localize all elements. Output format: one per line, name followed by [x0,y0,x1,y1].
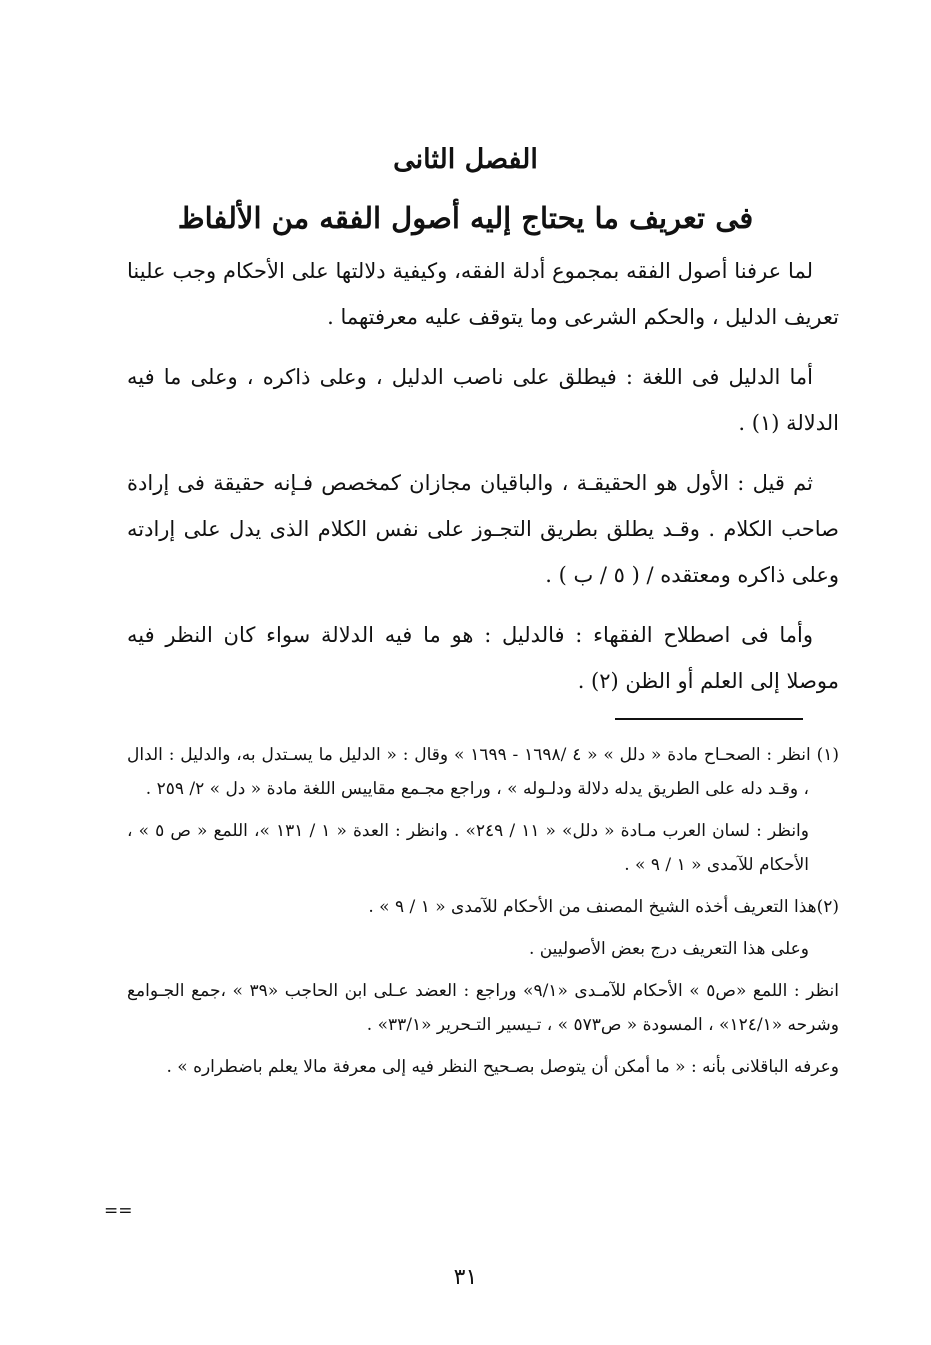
paragraph-intro: لما عرفنا أصول الفقه بمجموع أدلة الفقه، وكيفية دلالتها على الأحكام وجب علينا تعريف الدليل ، والحكم الشرعى وما يتوقف عليه معرفتهما . [127,259,839,329]
page-number: ٣١ [453,1265,478,1290]
footnote-2-baqillani: وعرفه الباقلانى بأنه : « ما أمكن أن يتوصل بصـحيح النظر فيه إلى معرفة مالا يعلم باضطراره » . [166,1057,839,1077]
paragraph-linguistic-definition: أما الدليل فى اللغة : فيطلق على ناصب الدليل ، وعلى ذاكره ، وعلى ما فيه الدلالة (١) . [127,365,839,435]
footnote-1: (١) انظر : الصحـاح مادة « دلل » « ٤ /١٦٩٨ - ١٦٩٩ » وقال : « الدليل ما يسـتدل به، والدليل : الدال ، وقـد دله على الطريق يدله دلالة ودلـوله » ، وراجع مجـمع مقاييس اللغة مادة « دل » ٢/ ٢٥٩ . [127,745,839,799]
footnote-2: (٢)هذا التعريف أخذه الشيخ المصنف من الأحكام للآمدى « ١ / ٩ » . [368,897,839,917]
footnote-2-references: انظر : اللمع «ص٥ » الأحكام للآمـدى «٩/١» وراجع : العضد عـلى ابن الحاجب «٣٩ » ،جمع الجـوامع وشرحه «١٢٤/١» ، المسودة « ص٥٧٣ » ، تـيسير التـحرير «٣٣/١» . [127,981,840,1035]
footnote-divider [615,718,803,720]
footnote-2-continued: وعلى هذا التعريف درج بعض الأصوليين . [528,939,809,959]
paragraph-literal-figurative: ثم قيل : الأول هو الحقيقـة ، والباقيان مجازان كمخصص فـإنه حقيقة فى إرادة صاحب الكلام . وقـد يطلق بطريق التجـوز على نفس الكلام الذى يدل على إرادته وعلى ذاكره ومعتقده / ( ٥ / ب ) . [127,471,839,587]
continuation-mark: == [104,1201,133,1221]
paragraph-technical-definition: وأما فى اصطلاح الفقهاء : فالدليل : هو ما فيه الدلالة سواء كان النظر فيه موصلا إلى العلم أو الظن (٢) . [127,623,839,693]
chapter-title: فى تعريف ما يحتاج إليه أصول الفقه من الألفاظ [177,201,754,235]
footnotes [127,738,839,1092]
footnote-1-continued: وانظر : لسان العرب مـادة « دلل» « ١١ / ٢٤٩» . وانظر : العدة « ١ / ١٣١ »، اللمع « ص ٥ » ، الأحكام للآمدى « ١ / ٩ » . [127,821,809,875]
main-text [127,248,839,718]
chapter-label: الفصل الثانى [393,144,538,175]
